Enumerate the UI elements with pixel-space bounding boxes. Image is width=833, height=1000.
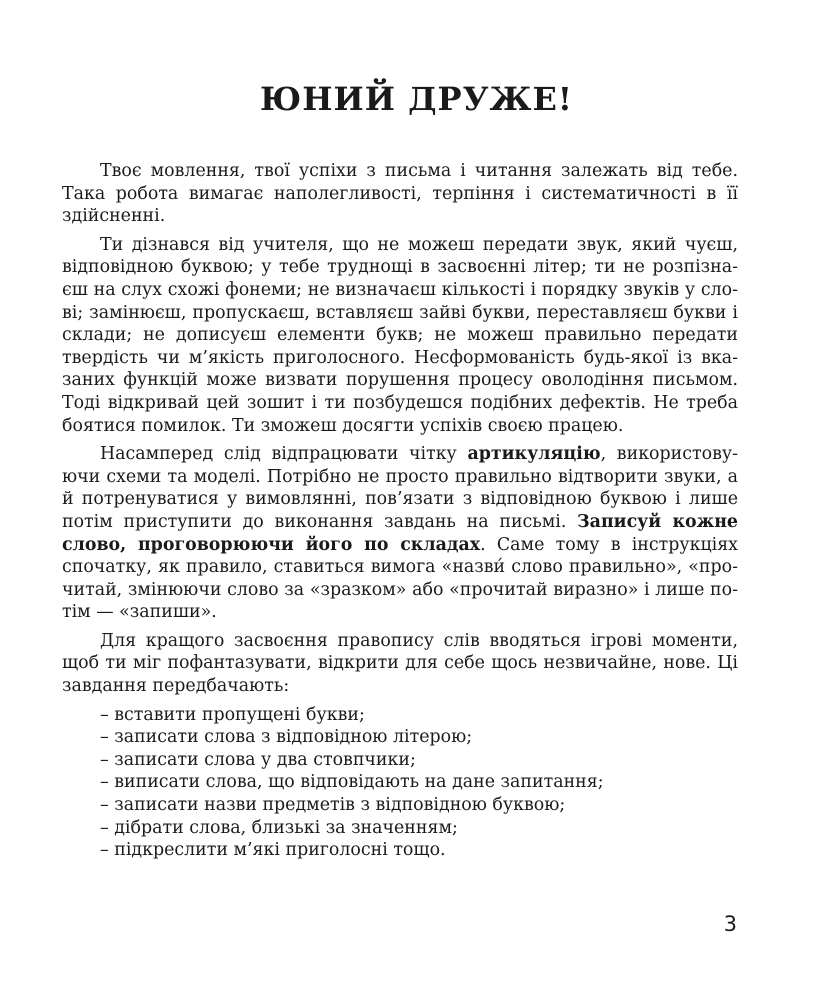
paragraph-2 <box>62 234 738 437</box>
paragraph-4-part-1: Для кращого засвоєння правопису слів вводяться ігрові моменти, щоб ти міг пофантазувати, відкрити для себе щось незвичайне, нове. Ці завдання передбачають: <box>62 630 738 697</box>
bold-instruction: Записуй кожне слово, проговорюючи його по складах <box>62 511 738 555</box>
paragraph-1 <box>62 160 738 228</box>
paragraph-3 <box>62 443 738 624</box>
list-item: – виписати слова, що відповідають на дане запитання; <box>100 772 604 793</box>
paragraph-2-part-1: Ти дізнався від учителя, що не можеш передати звук, який чуєш, відповідною буквою; у тебе труднощі в засвоєнні літер; ти не розпізнаєш на слух схожі фонеми; не визначаєш кількості і порядку звуків у слові; замінюєш, пропускаєш, вставляєш зайві букви, переставляєш букви і склади; не дописуєш елементи букв; не можеш правильно передати твердість чи м’якість приголосного. Несформованість будь-якої із вказаних функцій може визвати порушення процесу оволодіння письмом. Тоді відкривай цей зошит і ти позбудешся подібних дефектів. Не треба боятися помилок. Ти зможеш досягти успіхів своєю працею. <box>62 234 738 436</box>
page-title: ЮНИЙ ДРУЖЕ! <box>260 80 573 118</box>
page-number: 3 <box>723 912 737 936</box>
bold-term-articulation: артикуляцію <box>467 444 601 465</box>
paragraph-3-part-3: , використовуючи схеми та моделі. Потрібно не просто правильно відтворити звуки, а й потренуватися у вимовлянні, пов’язати з відповідною буквою і лише потім приступити до виконання завдань на письмі. <box>62 444 738 532</box>
list-item: – записати слова з відповідною літерою; <box>100 727 473 748</box>
paragraph-4 <box>62 630 738 698</box>
task-list <box>62 704 738 862</box>
list-item: – записати слова у два стовпчики; <box>100 749 416 770</box>
paragraph-3-part-1: Насамперед слід відпрацювати чітку <box>100 444 468 465</box>
list-item: – підкреслити м’які приголосні тощо. <box>100 840 446 861</box>
list-item: – вставити пропущені букви; <box>100 704 365 725</box>
paragraph-1-part-1: Твоє мовлення, твої успіхи з письма і читання залежать від тебе. Така робота вимагає наполегливості, терпіння і систематичності в її здійсненні. <box>62 161 738 227</box>
list-item: – дібрати слова, близькі за значенням; <box>100 817 458 838</box>
body-text <box>62 160 738 862</box>
list-item: – записати назви предметів з відповідною буквою; <box>100 795 566 816</box>
paragraph-3-part-5: . Саме тому в інструкціях спочатку, як правило, ставиться вимога «назви́ слово правильно», «прочитай, змінюючи слово за «зразком» або «прочитай виразно» і лише потім — «запиши». <box>62 534 738 623</box>
